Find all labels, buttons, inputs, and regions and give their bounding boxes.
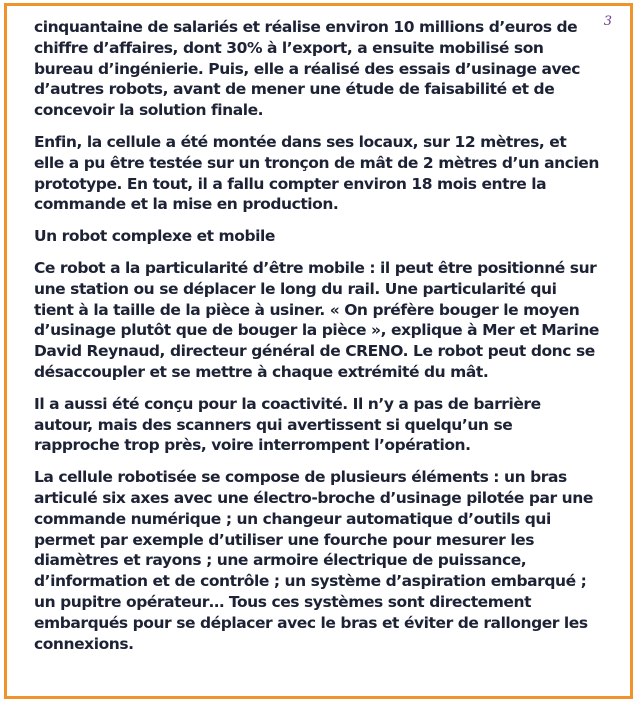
paragraph-cell-assembly: Enfin, la cellule a été montée dans ses locaux, sur 12 mètres, et elle a pu être testée sur un tronçon de mât de 2 mètres d’un ancien prototype. En tout, il a fallu compter environ 18 mois entre la commande et la mise en production.	[34, 132, 599, 214]
paragraph-coactivity: Il a aussi été conçu pour la coactivité. Il n’y a pas de barrière autour, mais des scanners qui avertissent si quelqu’un se rapproche trop près, voire interrompent l’opération.	[34, 394, 541, 455]
paragraph-company-intro: cinquantaine de salariés et réalise environ 10 millions d’euros de chiffre d’affaires, dont 30% à l’export, a ensuite mobilisé son bureau d’ingénierie. Puis, elle a réalisé des essais d’usinage avec d’autres robots, avant de mener une étude de faisabilité et de concevoir la solution finale.	[34, 18, 580, 120]
section-heading: Un robot complexe et mobile	[34, 227, 275, 246]
paragraph-cell-components: La cellule robotisée se compose de plusieurs éléments : un bras articulé six axes avec une électro-broche d’usinage pilotée par une commande numérique ; un changeur automatique d’outils qui permet par exemple d’utiliser une fourche pour mesurer les diamètres et rayons ; une armoire électrique de puissance, d’information et de contrôle ; un système d’aspiration embarqué ; un pupitre opérateur… Tous ces systèmes sont directement embarqués pour se déplacer avec le bras et éviter de rallonger les connexions.	[34, 468, 593, 653]
article-body	[34, 17, 600, 665]
article-frame	[4, 3, 633, 699]
paragraph-mobile-robot: Ce robot a la particularité d’être mobile : il peut être positionné sur une station ou se déplacer le long du rail. Une particularité qui tient à la taille de la pièce à usiner. « On préfère bouger le moyen d’usinage plutôt que de bouger la pièce », explique à Mer et Marine David Reynaud, directeur général de CRENO. Le robot peut donc se désaccoupler et se mettre à chaque extrémité du mât.	[34, 258, 599, 381]
page-number: 3	[603, 14, 612, 29]
